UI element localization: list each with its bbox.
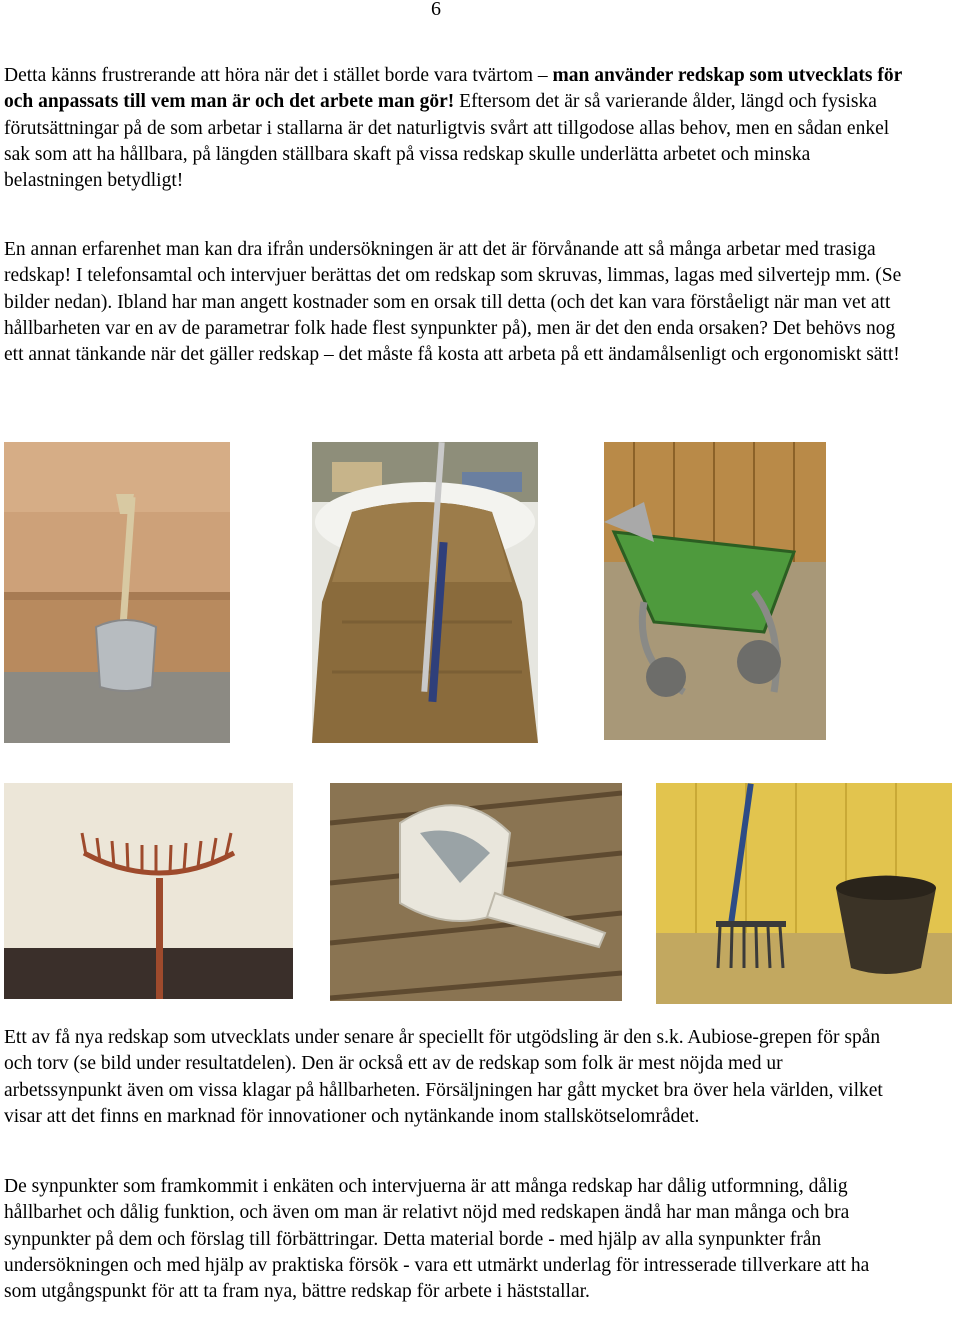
paragraph-4: De synpunkter som framkommit i enkäten och intervjuerna är att många redskap har dålig utformning, dålig hållbarhet och dålig funktion, och även om man är relativt nöjd med redskapen ändå har man många och bra synpunkter på dem och förslag till förbättringar. Detta material borde - med hjälp av alla synpunkter från undersökningen och med hjälp av praktiska försök - vara ett utmärkt underlag för intresserade tillverkare att ha som utgångspunkt för att ta fram nya, bättre redskap för arbete i häststallar. <box>4 1176 870 1303</box>
photo-broken-rake <box>4 783 293 999</box>
paragraph-1-lead: Detta känns frustrerande att höra när det i stället borde vara tvärtom – <box>4 65 553 86</box>
page-number: 6 <box>431 0 441 20</box>
photo-wheelbarrow <box>604 442 826 740</box>
photo-manure-fork-basket <box>656 783 952 1004</box>
paragraph-1-rest: Eftersom det är så varierande ålder, längd och fysiska förutsättningar på de som arbetar i stallarna är det naturligtvis svårt att tillgodose allas behov, men en sådan enkel sak som att ha hållbara, på längden ställbara skaft på vissa redskap skulle underlätta arbetet och minska belastningen betydligt! <box>4 91 890 192</box>
photo-taped-scoop <box>330 783 622 1001</box>
paragraph-2: En annan erfarenhet man kan dra ifrån undersökningen är att det är förvånande att så många arbetar med trasiga redskap! I telefonsamtal och intervjuer berättas det om redskap som skruvas, limmas, lagas med silvertejp mm. (Se bilder nedan). Ibland har man angett kostnader som en orsak till detta (och det kan vara förståeligt när man vet att hållbarheten var en av de parametrar folk hade flest synpunkter på), men är det den enda orsaken? Det behövs nog ett annat tänkande när det gäller redskap – det måste få kosta att arbeta på ett ändamålsenligt och ergonomiskt sätt! <box>4 239 902 366</box>
paragraph-3: Ett av få nya redskap som utvecklats under senare år speciellt för utgödsling är den s.k. Aubiose-grepen för spån och torv (se bild under resultatdelen). Den är också ett av de redskap som folk är mest nöjda med ur arbetssynpunkt även om vissa klagar på hållbarheten. Försäljningen har gått mycket bra över hela världen, vilket visar att det finns en marknad för innovationer och nytänkande inom stallskötselområdet. <box>4 1027 883 1127</box>
photo-hay-bale <box>312 442 538 743</box>
paragraph-1 <box>4 63 904 194</box>
photo-shovel <box>4 442 230 743</box>
paragraph-1-bold: man använder redskap som utvecklats för och anpassats till vem man är och det arbete man gör! <box>4 65 902 113</box>
